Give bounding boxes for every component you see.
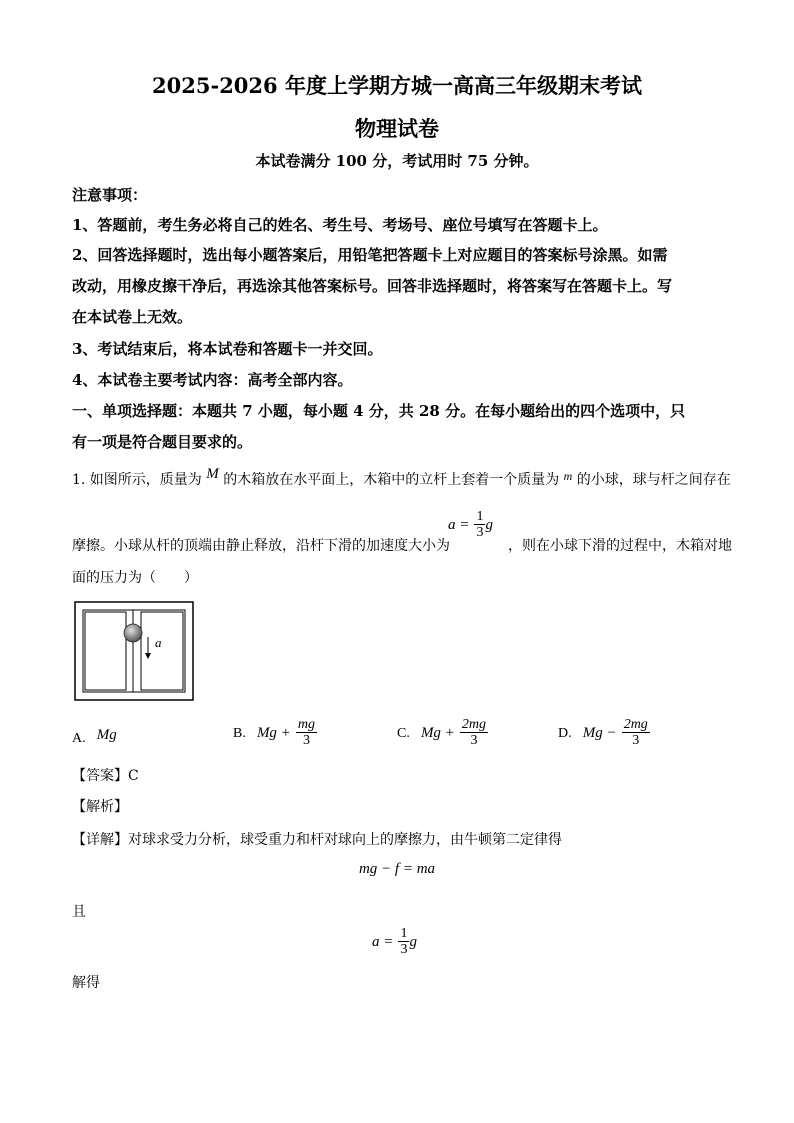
option-b-fraction [296, 717, 317, 748]
note-item-4: 4、本试卷主要考试内容：高考全部内容。 [72, 371, 353, 389]
right-compartment [141, 612, 183, 690]
q1-text-a: 1. 如图所示，质量为 [72, 472, 202, 488]
accel-fraction [474, 509, 485, 540]
exam-subtitle: 物理试卷 [355, 116, 439, 141]
equation-accel [372, 926, 417, 957]
option-c-numerator: 2mg [461, 717, 487, 732]
option-d-label: D. [558, 726, 572, 741]
option-c-label: C. [397, 726, 410, 741]
accel-expression [448, 509, 493, 540]
note-item-3: 3、考试结束后，将本试卷和答题卡一并交回。 [72, 340, 383, 358]
q1-var-M: M [206, 466, 219, 482]
option-c-fraction [460, 717, 488, 748]
section-heading-line-2: 有一项是符合题目要求的。 [72, 433, 253, 451]
option-c-pre: Mg + [420, 725, 455, 741]
eq2-fraction [398, 926, 409, 957]
option-d-pre: Mg − [582, 725, 617, 741]
note-item-1: 1、答题前，考生务必将自己的姓名、考生号、考场号、座位号填写在答题卡上。 [72, 216, 608, 234]
option-c-denominator: 3 [470, 733, 478, 748]
option-a[interactable] [72, 727, 117, 747]
question-1-line-1 [72, 466, 731, 489]
analysis-tag: 【解析】 [72, 799, 128, 815]
figure-label-a: a [155, 635, 162, 650]
question-1-line-2: 摩擦。小球从杆的顶端由静止释放，沿杆下滑的加速度大小为 [72, 538, 450, 554]
q1-text-b: 的木箱放在水平面上，木箱中的立杆上套着一个质量为 [223, 472, 560, 488]
ball [124, 624, 142, 642]
option-d[interactable] [558, 717, 650, 748]
note-item-2-line-2: 改动，用橡皮擦干净后，再选涂其他答案标号。回答非选择题时，将答案写在答题卡上。写 [72, 277, 673, 295]
option-b-denominator: 3 [302, 733, 310, 748]
accel-denominator: 3 [476, 525, 484, 540]
option-d-denominator: 3 [632, 733, 640, 748]
box-outer-wall [75, 602, 193, 700]
option-a-label: A. [72, 731, 86, 746]
accel-numerator: 1 [476, 509, 484, 524]
equation-newton: mg − f = ma [358, 861, 436, 877]
accel-lhs: a = [448, 517, 470, 533]
box-inner-wall [83, 610, 185, 692]
q1-text-c: 的小球，球与杆之间存在 [576, 472, 731, 488]
detail-line [72, 829, 562, 849]
detail-text: 对球求受力分析，球受重力和杆对球向上的摩擦力，由牛顿第二定律得 [128, 832, 562, 848]
note-item-2-line-3: 在本试卷上无效。 [72, 308, 193, 326]
option-a-expr: Mg [96, 727, 117, 743]
accel-g: g [485, 517, 493, 533]
acceleration-arrowhead [145, 653, 151, 659]
question-1-line-2-end: ，则在小球下滑的过程中，木箱对地 [508, 538, 732, 554]
answer-value: C [128, 768, 139, 784]
option-b-numerator: mg [297, 717, 316, 732]
notes-heading: 注意事项： [72, 186, 148, 204]
box-rod-ball-figure [74, 601, 196, 703]
eq2-g: g [409, 934, 417, 950]
conjunction-and: 且 [72, 904, 86, 920]
option-c[interactable] [397, 717, 488, 748]
eq2-lhs: a = [372, 934, 394, 950]
option-b[interactable] [233, 717, 317, 748]
score-note: 本试卷满分 100 分，考试用时 75 分钟。 [255, 152, 539, 170]
detail-tag: 【详解】 [72, 832, 128, 848]
option-b-pre: Mg + [256, 725, 291, 741]
option-d-fraction [622, 717, 650, 748]
option-d-numerator: 2mg [623, 717, 648, 732]
eq2-numerator: 1 [400, 926, 408, 941]
exam-title: 2025-2026 年度上学期方城一高高三年级期末考试 [152, 73, 642, 98]
answer-tag: 【答案】 [72, 768, 128, 784]
q1-var-m: m [563, 469, 573, 483]
note-item-2-line-1: 2、回答选择题时，选出每小题答案后，用铅笔把答题卡上对应题目的答案标号涂黑。如需 [72, 246, 668, 264]
left-compartment [85, 612, 126, 690]
section-heading-line-1: 一、单项选择题：本题共 7 小题，每小题 4 分，共 28 分。在每小题给出的四个选项中，只 [72, 402, 686, 420]
option-b-label: B. [233, 726, 246, 741]
question-1-line-3: 面的压力为（ ） [72, 570, 198, 586]
solve-label: 解得 [72, 975, 100, 991]
eq2-denominator: 3 [400, 942, 408, 957]
answer-line [72, 765, 139, 785]
